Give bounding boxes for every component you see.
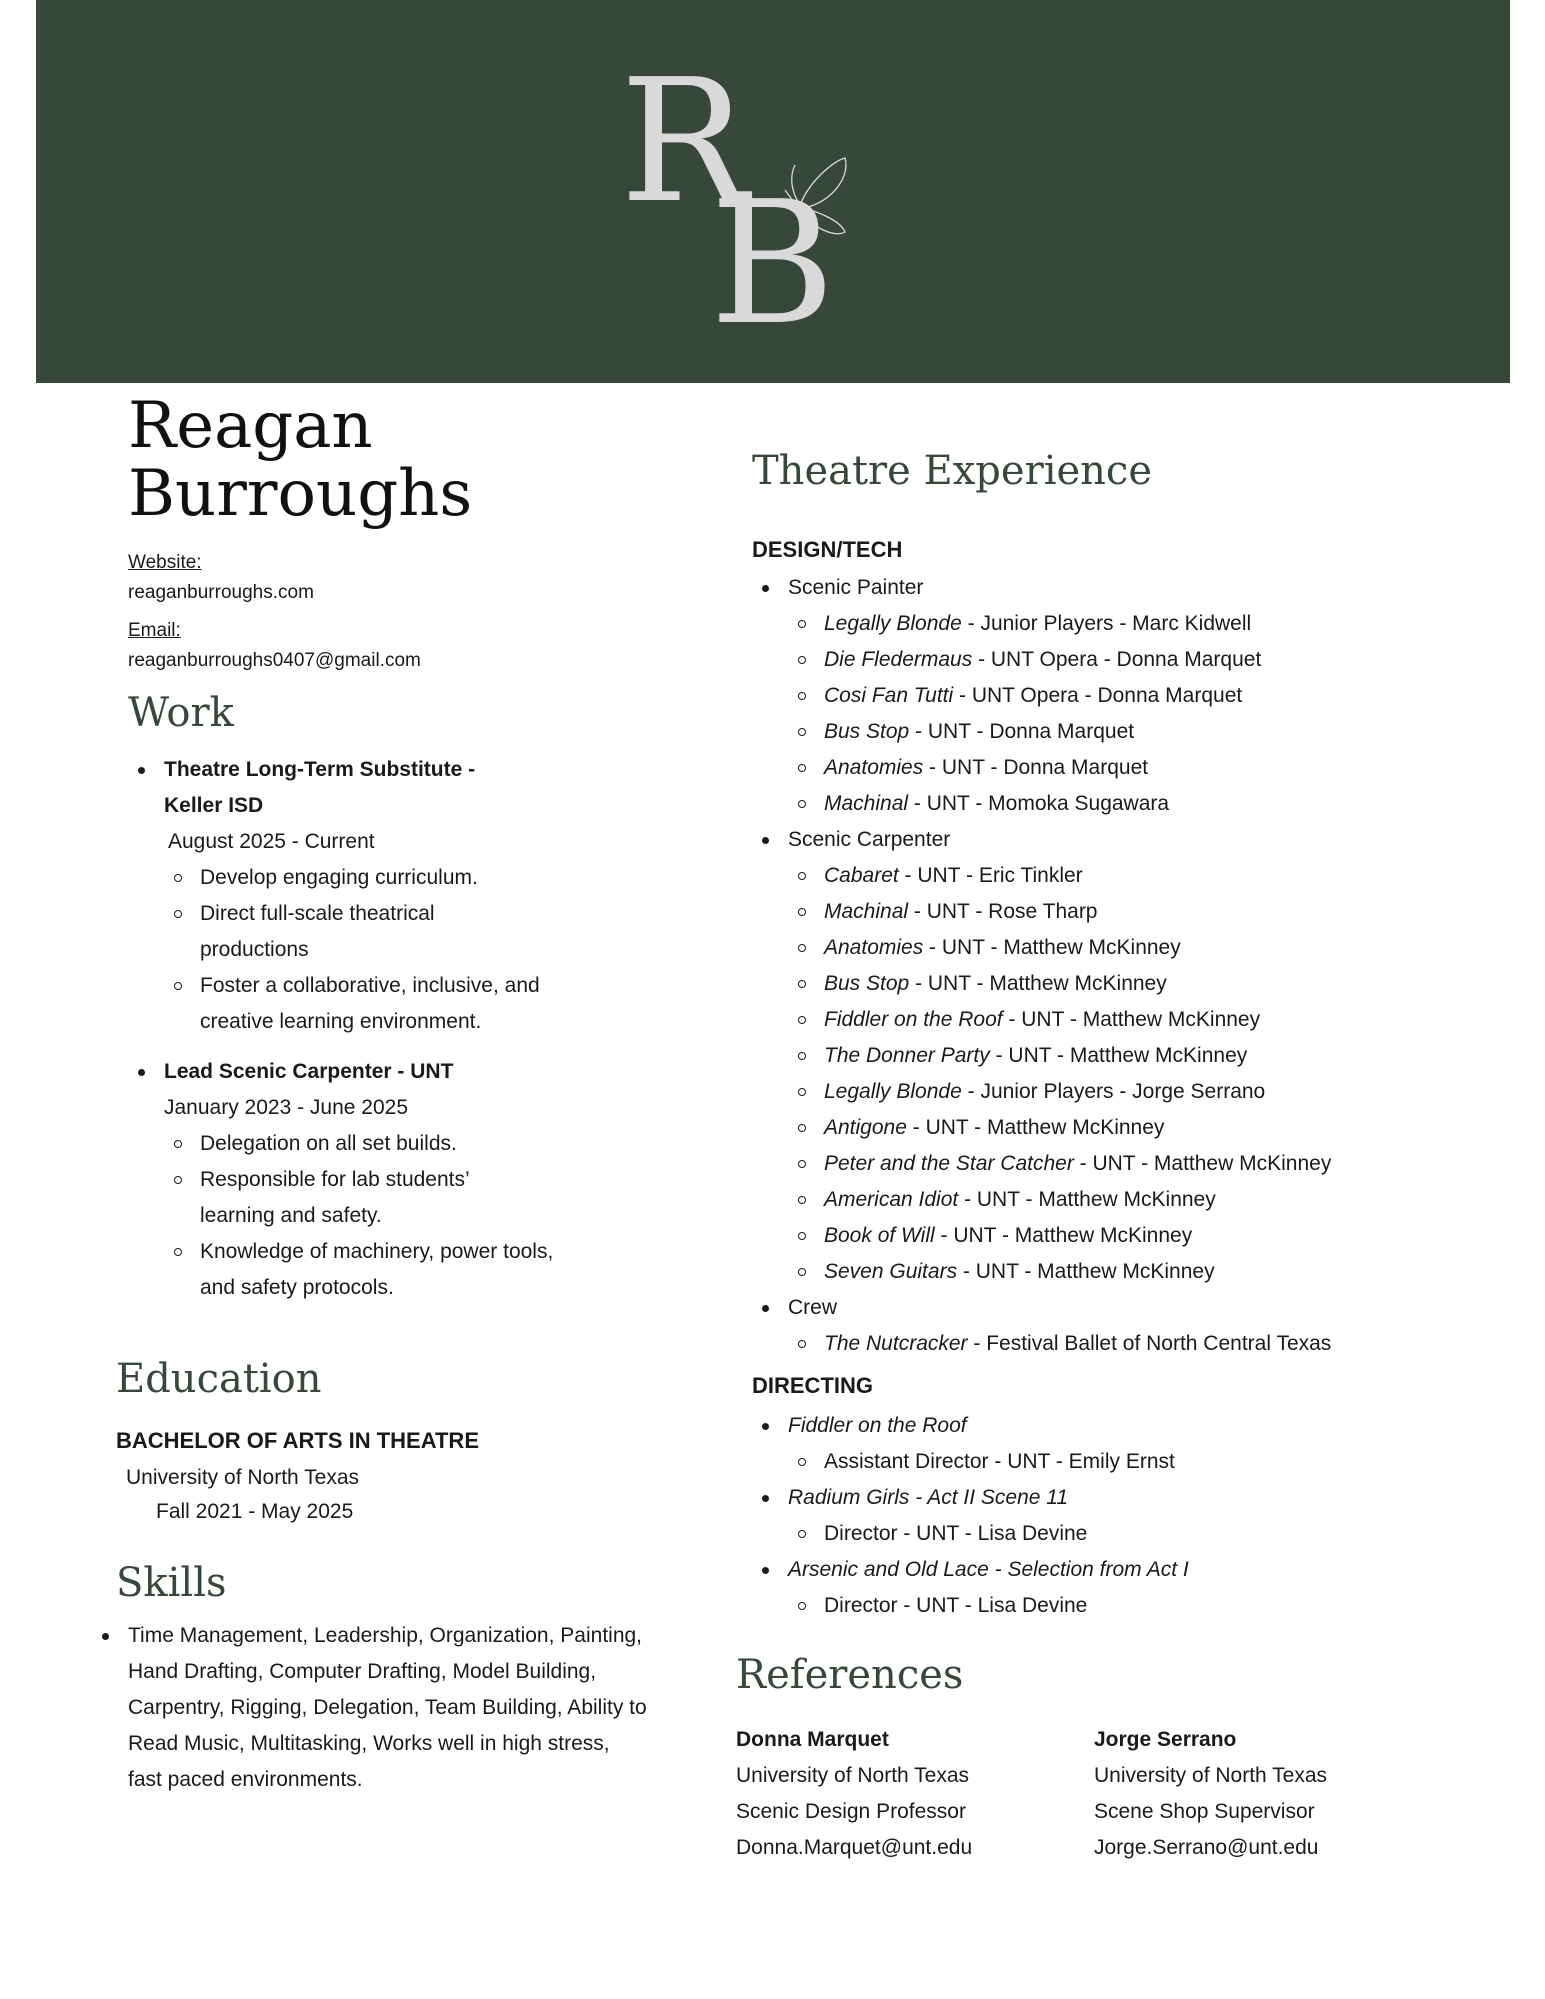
work-section xyxy=(128,752,588,1306)
job-item xyxy=(128,1054,588,1306)
credit-item: Antigone - UNT - Matthew McKinney xyxy=(788,1110,1512,1146)
directing-role: Director - UNT - Lisa Devine xyxy=(788,1588,1512,1624)
education-heading: Education xyxy=(116,1356,322,1402)
job-title: Theatre Long-Term Substitute - xyxy=(164,758,476,781)
reference-role: Scenic Design Professor xyxy=(736,1800,966,1823)
credit-item: The Donner Party - UNT - Matthew McKinney xyxy=(788,1038,1512,1074)
reference-email[interactable]: Donna.Marquet@unt.edu xyxy=(736,1836,973,1859)
skills-heading: Skills xyxy=(116,1560,227,1606)
directing-role: Assistant Director - UNT - Emily Ernst xyxy=(788,1444,1512,1480)
directing-item: Radium Girls - Act II Scene 11 Director - UNT - Lisa Devine xyxy=(752,1480,1512,1552)
credit-item: Peter and the Star Catcher - UNT - Matthew McKinney xyxy=(788,1146,1512,1182)
experience-section xyxy=(752,532,1512,1624)
job-title-line2: Keller ISD xyxy=(164,794,264,817)
role-item: Crew The Nutcracker - Festival Ballet of North Central Texas xyxy=(752,1290,1512,1362)
last-name: Burroughs xyxy=(128,457,473,531)
job-duty: Direct full-scale theatrical productions xyxy=(164,896,500,968)
work-heading: Work xyxy=(128,690,234,736)
degree: BACHELOR OF ARTS IN THEATRE xyxy=(116,1428,479,1453)
school: University of North Texas xyxy=(126,1466,360,1489)
job-duty: Foster a collaborative, inclusive, and creative learning environment. xyxy=(164,968,560,1040)
reference-card xyxy=(1094,1722,1327,1866)
credit-item: Cosi Fan Tutti - UNT Opera - Donna Marquet xyxy=(788,678,1512,714)
website-link[interactable]: reaganburroughs.com xyxy=(128,582,314,603)
credit-item: Bus Stop - UNT - Matthew McKinney xyxy=(788,966,1512,1002)
reference-name: Jorge Serrano xyxy=(1094,1728,1237,1751)
monogram-r: R xyxy=(620,43,748,241)
job-item xyxy=(128,752,588,1040)
role-item: Scenic Painter Legally Blonde - Junior Players - Marc Kidwell Die Fledermaus - UNT Opera - Donna Marquet Cosi Fan Tutti - UNT Opera - Donna Marquet Bus Stop - UNT - Donna Marquet Anatomies - UNT - Donna Marquet Machinal - UNT - Momoka Sugawara xyxy=(752,570,1512,822)
reference-role: Scene Shop Supervisor xyxy=(1094,1800,1315,1823)
references-heading: References xyxy=(736,1652,964,1698)
job-duty: Responsible for lab students’ learning and safety. xyxy=(164,1162,530,1234)
education-dates: Fall 2021 - May 2025 xyxy=(156,1500,354,1523)
credit-item: Anatomies - UNT - Donna Marquet xyxy=(788,750,1512,786)
job-title: Lead Scenic Carpenter - UNT xyxy=(164,1060,454,1083)
reference-org: University of North Texas xyxy=(1094,1764,1328,1787)
email-link[interactable]: reaganburroughs0407@gmail.com xyxy=(128,650,421,671)
directing-item: Fiddler on the Roof Assistant Director - UNT - Emily Ernst xyxy=(752,1408,1512,1480)
credit-item: Anatomies - UNT - Matthew McKinney xyxy=(788,930,1512,966)
directing-item: Arsenic and Old Lace - Selection from Act I Director - UNT - Lisa Devine xyxy=(752,1552,1512,1624)
reference-card xyxy=(736,1722,972,1866)
job-dates: January 2023 - June 2025 xyxy=(164,1096,409,1119)
monogram-b: B xyxy=(710,165,835,340)
credit-item: Legally Blonde - Junior Players - Marc Kidwell xyxy=(788,606,1512,642)
job-duty: Delegation on all set builds. xyxy=(164,1126,588,1162)
reference-org: University of North Texas xyxy=(736,1764,970,1787)
skills-section xyxy=(128,1618,648,1798)
reference-name: Donna Marquet xyxy=(736,1728,889,1751)
credit-item: Bus Stop - UNT - Donna Marquet xyxy=(788,714,1512,750)
monogram-logo xyxy=(600,40,880,340)
credit-item: Cabaret - UNT - Eric Tinkler xyxy=(788,858,1512,894)
first-name: Reagan xyxy=(128,389,373,463)
contact-block xyxy=(128,548,421,676)
credit-item: Book of Will - UNT - Matthew McKinney xyxy=(788,1218,1512,1254)
reference-email[interactable]: Jorge.Serrano@unt.edu xyxy=(1094,1836,1319,1859)
job-dates: August 2025 - Current xyxy=(168,830,375,853)
directing-role: Director - UNT - Lisa Devine xyxy=(788,1516,1512,1552)
credit-item: Machinal - UNT - Rose Tharp xyxy=(788,894,1512,930)
job-duty: Develop engaging curriculum. xyxy=(164,860,588,896)
experience-heading: Theatre Experience xyxy=(752,448,1152,494)
email-label: Email: xyxy=(128,620,181,641)
job-duty: Knowledge of machinery, power tools, and safety protocols. xyxy=(164,1234,580,1306)
credit-item: Legally Blonde - Junior Players - Jorge Serrano xyxy=(788,1074,1512,1110)
credit-item: The Nutcracker - Festival Ballet of North Central Texas xyxy=(788,1326,1512,1362)
credit-item: Seven Guitars - UNT - Matthew McKinney xyxy=(788,1254,1512,1290)
full-name xyxy=(128,389,473,531)
directing-heading: DIRECTING xyxy=(752,1373,873,1398)
design-tech-heading: DESIGN/TECH xyxy=(752,537,903,562)
website-label: Website: xyxy=(128,552,202,573)
skills-list: Time Management, Leadership, Organization, Painting, Hand Drafting, Computer Drafting, Model Building, Carpentry, Rigging, Delegation, Team Building, Ability to Read Music, Multitasking, Works well in high stress, fast paced environments. xyxy=(92,1618,648,1798)
credit-item: American Idiot - UNT - Matthew McKinney xyxy=(788,1182,1512,1218)
role-item: Scenic Carpenter Cabaret - UNT - Eric Tinkler Machinal - UNT - Rose Tharp Anatomies - UNT - Matthew McKinney Bus Stop - UNT - Matthew McKinney Fiddler on the Roof - UNT - Matthew McKinney The Donner Party - UNT - Matthew McKinney Legally Blonde - Junior Players - Jorge Serrano Antigone - UNT - Matthew McKinney Peter and the Star Catcher - UNT - Matthew McKinney American Idiot - UNT - Matthew McKinney Book of Will - UNT - Matthew McKinney Seven Guitars - UNT - Matthew McKinney xyxy=(752,822,1512,1290)
credit-item: Die Fledermaus - UNT Opera - Donna Marquet xyxy=(788,642,1512,678)
credit-item: Fiddler on the Roof - UNT - Matthew McKinney xyxy=(788,1002,1512,1038)
credit-item: Machinal - UNT - Momoka Sugawara xyxy=(788,786,1512,822)
